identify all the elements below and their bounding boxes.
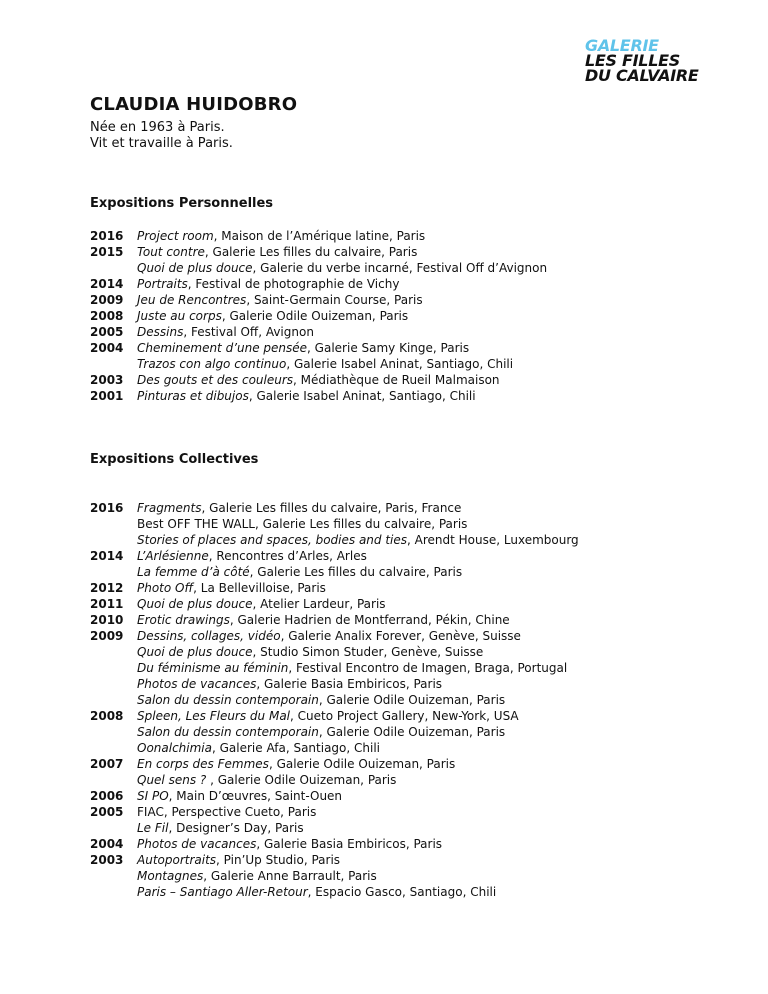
exhibition-venue: , Galerie Odile Ouizeman, Paris	[221, 309, 409, 323]
exhibition-year: 2011	[90, 597, 124, 611]
solo-heading: Expositions Personnelles	[90, 196, 274, 211]
exhibition-venue: , Galerie Afa, Santiago, Chili	[212, 741, 380, 755]
exhibition-year: 2006	[90, 789, 124, 803]
exhibition-venue: , Galerie Basia Embiricos, Paris	[256, 677, 443, 691]
exhibition-year: 2007	[90, 757, 124, 771]
exhibition-title: Fragments	[137, 501, 202, 515]
exhibition-title: Des gouts et des couleurs	[137, 373, 294, 387]
exhibition-details	[137, 804, 316, 820]
exhibition-title: Trazos con algo continuo	[137, 357, 287, 371]
exhibition-title: Spleen, Les Fleurs du Mal	[137, 709, 291, 723]
exhibition-details	[137, 884, 496, 900]
exhibition-title: Salon du dessin contemporain	[137, 693, 319, 707]
artist-bio	[90, 120, 233, 152]
exhibition-row	[90, 788, 579, 804]
exhibition-row	[90, 724, 579, 740]
exhibition-title: Quoi de plus douce	[137, 261, 253, 275]
exhibition-row	[90, 516, 579, 532]
exhibition-title: Quoi de plus douce	[137, 597, 253, 611]
exhibition-venue: , Cueto Project Gallery, New-York, USA	[290, 709, 519, 723]
exhibition-details	[137, 548, 367, 564]
exhibition-details	[137, 388, 476, 404]
exhibition-year: 2005	[90, 325, 124, 339]
exhibition-year	[90, 532, 137, 548]
exhibition-year	[90, 692, 137, 708]
exhibition-row	[90, 292, 547, 308]
exhibition-details	[137, 308, 408, 324]
exhibition-venue: , Main D’œuvres, Saint-Ouen	[168, 789, 343, 803]
exhibition-year: 2008	[90, 309, 124, 323]
exhibition-year: 2003	[90, 853, 124, 867]
logo-line-3: DU CALVAIRE	[585, 66, 699, 85]
exhibition-details	[137, 628, 521, 644]
exhibition-venue: , Médiathèque de Rueil Malmaison	[293, 373, 500, 387]
exhibition-venue: Best OFF THE WALL, Galerie Les filles du calvaire, Paris	[137, 517, 468, 531]
exhibition-details	[137, 660, 567, 676]
exhibition-year	[90, 820, 137, 836]
exhibition-year: 2016	[90, 229, 124, 243]
exhibition-details	[137, 532, 579, 548]
group-heading: Expositions Collectives	[90, 452, 259, 467]
exhibition-title: Dessins	[137, 325, 184, 339]
exhibition-title: Erotic drawings	[137, 613, 230, 627]
exhibition-venue: , Festival Off, Avignon	[183, 325, 314, 339]
exhibition-venue: , Maison de l’Amérique latine, Paris	[213, 229, 426, 243]
exhibition-venue: , Galerie Isabel Aninat, Santiago, Chili	[248, 389, 476, 403]
exhibition-year	[90, 644, 137, 660]
exhibition-details	[137, 340, 469, 356]
solo-exhibitions-list	[90, 228, 547, 404]
exhibition-row	[90, 676, 579, 692]
exhibition-venue: , Galerie Odile Ouizeman, Paris	[206, 773, 397, 787]
exhibition-year: 2009	[90, 629, 124, 643]
exhibition-details	[137, 292, 423, 308]
exhibition-row	[90, 596, 579, 612]
exhibition-title: Photos de vacances	[137, 837, 257, 851]
exhibition-title: Pinturas et dibujos	[137, 389, 249, 403]
exhibition-row	[90, 756, 579, 772]
exhibition-year: 2014	[90, 277, 124, 291]
exhibition-details	[137, 276, 399, 292]
exhibition-details	[137, 612, 510, 628]
exhibition-row	[90, 708, 579, 724]
exhibition-details	[137, 692, 505, 708]
exhibition-details	[137, 852, 340, 868]
exhibition-title: Le Fil	[137, 821, 169, 835]
exhibition-row	[90, 740, 579, 756]
exhibition-row	[90, 884, 579, 900]
exhibition-year: 2015	[90, 245, 124, 259]
exhibition-row	[90, 324, 547, 340]
exhibition-row	[90, 244, 547, 260]
exhibition-year	[90, 884, 137, 900]
exhibition-row	[90, 628, 579, 644]
exhibition-row	[90, 228, 547, 244]
exhibition-title: Quel sens ?	[137, 773, 207, 787]
exhibition-row	[90, 644, 579, 660]
exhibition-title: En corps des Femmes	[137, 757, 269, 771]
logo-line-2: LES FILLES	[585, 51, 680, 70]
exhibition-row	[90, 500, 579, 516]
exhibition-venue: , Galerie du verbe incarné, Festival Off d’Avignon	[252, 261, 548, 275]
exhibition-details	[137, 868, 377, 884]
exhibition-row	[90, 868, 579, 884]
exhibition-venue: , La Bellevilloise, Paris	[193, 581, 326, 595]
exhibition-details	[137, 372, 500, 388]
exhibition-row	[90, 580, 579, 596]
exhibition-venue: , Galerie Odile Ouizeman, Paris	[268, 757, 456, 771]
exhibition-year: 2004	[90, 341, 124, 355]
exhibition-title: La femme d’à côté	[137, 565, 250, 579]
exhibition-details	[137, 356, 513, 372]
exhibition-row	[90, 340, 547, 356]
exhibition-title: Photos de vacances	[137, 677, 257, 691]
exhibition-venue: , Galerie Basia Embiricos, Paris	[256, 837, 443, 851]
exhibition-row	[90, 852, 579, 868]
exhibition-details	[137, 260, 547, 276]
exhibition-details	[137, 820, 304, 836]
exhibition-venue: , Galerie Samy Kinge, Paris	[307, 341, 470, 355]
exhibition-venue: , Rencontres d’Arles, Arles	[208, 549, 367, 563]
exhibition-row	[90, 372, 547, 388]
exhibition-details	[137, 756, 455, 772]
exhibition-details	[137, 500, 461, 516]
exhibition-row	[90, 276, 547, 292]
exhibition-title: Project room	[137, 229, 214, 243]
exhibition-title: Oonalchimia	[137, 741, 212, 755]
exhibition-row	[90, 532, 579, 548]
exhibition-venue: , Galerie Anne Barrault, Paris	[203, 869, 377, 883]
exhibition-row	[90, 660, 579, 676]
exhibition-venue: , Galerie Odile Ouizeman, Paris	[318, 725, 506, 739]
exhibition-year: 2001	[90, 389, 124, 403]
exhibition-year: 2009	[90, 293, 124, 307]
exhibition-venue: , Festival Encontro de Imagen, Braga, Portugal	[288, 661, 568, 675]
exhibition-venue: , Pin’Up Studio, Paris	[216, 853, 341, 867]
exhibition-details	[137, 324, 314, 340]
exhibition-title: Montagnes	[137, 869, 204, 883]
exhibition-year	[90, 724, 137, 740]
exhibition-details	[137, 740, 380, 756]
exhibition-year: 2016	[90, 501, 124, 515]
artist-lives: Vit et travaille à Paris.	[90, 136, 233, 151]
artist-name: CLAUDIA HUIDOBRO	[90, 94, 298, 115]
exhibition-title: Jeu de Rencontres	[137, 293, 247, 307]
group-exhibitions-list	[90, 500, 579, 900]
exhibition-title: Quoi de plus douce	[137, 645, 253, 659]
exhibition-details	[137, 516, 467, 532]
exhibition-year: 2010	[90, 613, 124, 627]
exhibition-title: Du féminisme au féminin	[137, 661, 289, 675]
exhibition-row	[90, 820, 579, 836]
exhibition-year	[90, 740, 137, 756]
exhibition-title: Autoportraits	[137, 853, 217, 867]
logo-line-1: GALERIE	[585, 36, 659, 55]
exhibition-row	[90, 260, 547, 276]
exhibition-venue: , Galerie Odile Ouizeman, Paris	[318, 693, 506, 707]
exhibition-title: Tout contre	[137, 245, 205, 259]
exhibition-title: Juste au corps	[137, 309, 222, 323]
exhibition-details	[137, 788, 342, 804]
gallery-logo	[585, 38, 705, 83]
exhibition-title: L’Arlésienne	[137, 549, 209, 563]
exhibition-venue: , Arendt House, Luxembourg	[407, 533, 579, 547]
exhibition-venue: , Saint-Germain Course, Paris	[246, 293, 423, 307]
exhibition-title: Portraits	[137, 277, 188, 291]
exhibition-details	[137, 580, 326, 596]
exhibition-venue: FIAC, Perspective Cueto, Paris	[137, 805, 317, 819]
exhibition-row	[90, 308, 547, 324]
exhibition-venue: , Galerie Isabel Aninat, Santiago, Chili	[286, 357, 514, 371]
exhibition-row	[90, 692, 579, 708]
exhibition-row	[90, 612, 579, 628]
artist-born: Née en 1963 à Paris.	[90, 120, 225, 135]
exhibition-venue: , Festival de photographie de Vichy	[187, 277, 400, 291]
exhibition-details	[137, 836, 442, 852]
exhibition-venue: , Galerie Les filles du calvaire, Paris, France	[201, 501, 462, 515]
exhibition-year: 2008	[90, 709, 124, 723]
exhibition-details	[137, 676, 442, 692]
exhibition-venue: , Designer’s Day, Paris	[168, 821, 304, 835]
exhibition-title: Salon du dessin contemporain	[137, 725, 319, 739]
exhibition-title: Dessins, collages, vidéo	[137, 629, 281, 643]
exhibition-row	[90, 548, 579, 564]
exhibition-details	[137, 596, 386, 612]
exhibition-row	[90, 836, 579, 852]
exhibition-venue: , Espacio Gasco, Santiago, Chili	[307, 885, 497, 899]
exhibition-venue: , Galerie Les filles du calvaire, Paris	[204, 245, 418, 259]
exhibition-venue: , Studio Simon Studer, Genève, Suisse	[252, 645, 484, 659]
exhibition-details	[137, 244, 417, 260]
exhibition-row	[90, 564, 579, 580]
exhibition-year	[90, 516, 137, 532]
exhibition-year: 2005	[90, 805, 124, 819]
exhibition-details	[137, 564, 462, 580]
exhibition-title: Photo Off	[137, 581, 194, 595]
exhibition-details	[137, 228, 425, 244]
exhibition-year	[90, 660, 137, 676]
exhibition-year: 2012	[90, 581, 124, 595]
exhibition-title: Paris – Santiago Aller-Retour	[137, 885, 308, 899]
exhibition-venue: , Galerie Analix Forever, Genève, Suisse	[280, 629, 521, 643]
exhibition-venue: , Galerie Hadrien de Montferrand, Pékin, Chine	[229, 613, 510, 627]
exhibition-year	[90, 260, 137, 276]
exhibition-year	[90, 564, 137, 580]
exhibition-row	[90, 804, 579, 820]
exhibition-details	[137, 724, 505, 740]
exhibition-row	[90, 388, 547, 404]
exhibition-year	[90, 772, 137, 788]
exhibition-row	[90, 772, 579, 788]
exhibition-title: Cheminement d’une pensée	[137, 341, 308, 355]
exhibition-details	[137, 644, 483, 660]
exhibition-year: 2003	[90, 373, 124, 387]
exhibition-year: 2014	[90, 549, 124, 563]
exhibition-year	[90, 868, 137, 884]
exhibition-title: SI PO	[137, 789, 169, 803]
exhibition-venue: , Galerie Les filles du calvaire, Paris	[249, 565, 463, 579]
exhibition-row	[90, 356, 547, 372]
exhibition-title: Stories of places and spaces, bodies and ties	[137, 533, 408, 547]
exhibition-details	[137, 772, 396, 788]
exhibition-venue: , Atelier Lardeur, Paris	[252, 597, 386, 611]
exhibition-year	[90, 356, 137, 372]
exhibition-details	[137, 708, 519, 724]
exhibition-year: 2004	[90, 837, 124, 851]
exhibition-year	[90, 676, 137, 692]
